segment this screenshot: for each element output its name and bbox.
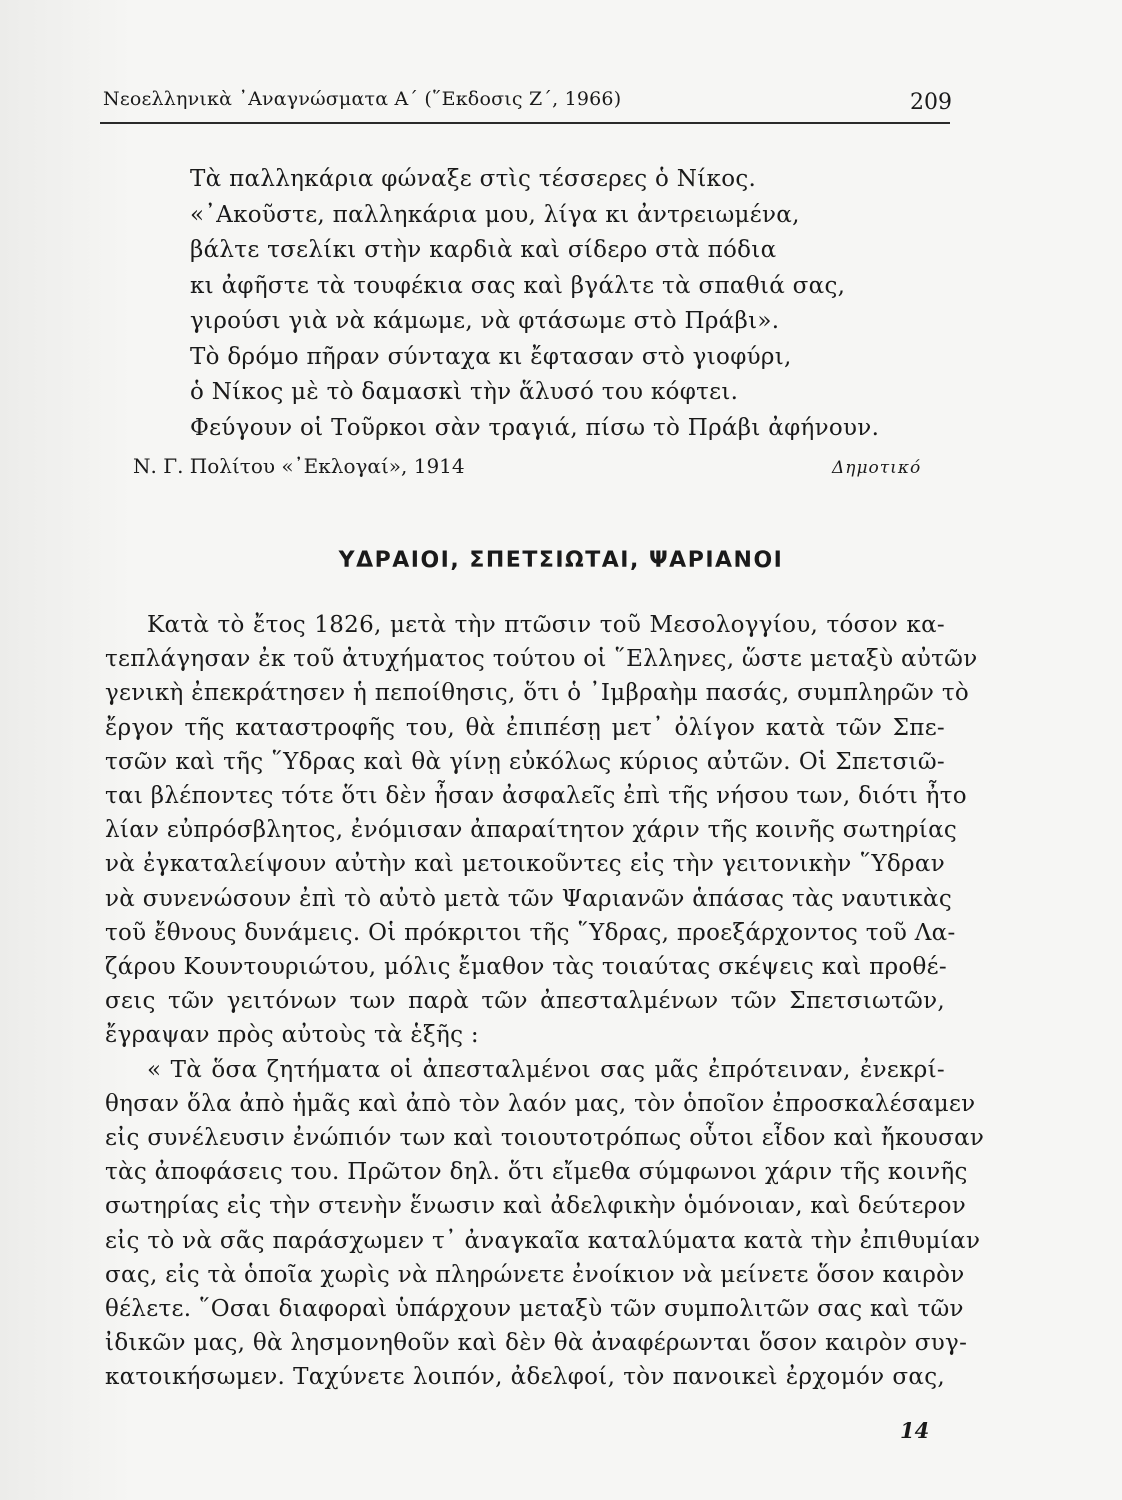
prose-line: ζάρου Κουντουριώτου, μόλις ἔμαθον τὰς τοιαύτας σκέψεις καὶ προθέ- [105,954,947,981]
prose-line: Κατὰ τὸ ἔτος 1826, μετὰ τὴν πτῶσιν τοῦ Μεσολογγίου, τόσον κα- [147,612,945,638]
running-header: Νεοελληνικὰ ᾿Αναγνώσματα Α΄ (῞Εκδοσις Ζ΄, 1966) [103,88,622,110]
prose-line: ἔργον τῆς καταστροφῆς του, θὰ ἐπιπέσῃ μετ᾿ ὀλίγον κατὰ τῶν Σπε- [105,714,945,741]
poem-citation: Ν. Γ. Πολίτου «᾿Εκλογαί», 1914 [133,454,465,478]
poem-block [190,162,950,446]
prose-line: ται βλέποντες τότε ὅτι δὲν ἦσαν ἀσφαλεῖς ἐπὶ τῆς νήσου των, διότι ἦτο [105,783,967,810]
poem-line: βάλτε τσελίκι στὴν καρδιὰ καὶ σίδερο στὰ πόδια [190,237,777,263]
prose-line: νὰ ἐγκαταλείψουν αὐτὴν καὶ μετοικοῦντες εἰς τὴν γειτονικὴν ῞Υδραν [105,851,945,878]
prose-line: τσῶν καὶ τῆς ῞Υδρας καὶ θὰ γίνῃ εὐκόλως κύριος αὐτῶν. Οἱ Σπετσιῶ- [105,748,945,775]
prose-line: γενικὴ ἐπεκράτησεν ἡ πεποίθησις, ὅτι ὁ ᾿Ιμβραὴμ πασάς, συμπληρῶν τὸ [105,680,970,707]
prose-line: « Τὰ ὅσα ζητήματα οἱ ἀπεσταλμένοι σας μᾶς ἐπρότειναν, ἐνεκρί- [147,1056,945,1083]
prose-line: θέλετε. ῞Οσαι διαφοραὶ ὑπάρχουν μεταξὺ τῶν συμπολιτῶν σας καὶ τῶν [105,1296,964,1323]
poem-line: ὁ Νίκος μὲ τὸ δαμασκὶ τὴν ἅλυσό του κόφτει. [190,379,739,405]
prose-line: ἰδικῶν μας, θὰ λησμονηθοῦν καὶ δὲν θὰ ἀναφέρωνται ὅσον καιρὸν συγ- [105,1330,968,1357]
prose-line: σας, εἰς τὰ ὁποῖα χωρὶς νὰ πληρώνετε ἐνοίκιον νὰ μείνετε ὅσον καιρὸν [105,1261,965,1288]
prose-line: κατοικήσωμεν. Ταχύνετε λοιπόν, ἀδελφοί, τὸν πανοικεὶ ἐρχομόν σας, [105,1364,945,1391]
signature-mark: 14 [900,1418,930,1443]
poem-genre: Δημοτικό [832,458,922,478]
prose-line: ἔγραψαν πρὸς αὐτοὺς τὰ ἑξῆς : [105,1022,479,1049]
page-number: 209 [910,90,952,115]
header-rule [100,122,950,124]
poem-line: κι ἀφῆστε τὰ τουφέκια σας καὶ βγάλτε τὰ σπαθιά σας, [190,272,846,299]
prose-line: τοῦ ἔθνους δυνάμεις. Οἱ πρόκριτοι τῆς ῞Υδρας, προεξάρχοντος τοῦ Λα- [105,919,956,946]
poem-line: «᾿Ακοῦστε, παλληκάρια μου, λίγα κι ἀντρειωμένα, [190,201,800,228]
prose-line: σεις τῶν γειτόνων των παρὰ τῶν ἀπεσταλμένων τῶν Σπετσιωτῶν, [105,988,945,1015]
poem-line: Φεύγουν οἱ Τοῦρκοι σὰν τραγιά, πίσω τὸ Πράβι ἀφήνουν. [190,414,880,441]
prose-line: τεπλάγησαν ἐκ τοῦ ἀτυχήματος τούτου οἱ ῞Ελληνες, ὥστε μεταξὺ αὐτῶν [105,646,978,673]
prose-line: νὰ συνενώσουν ἐπὶ τὸ αὐτὸ μετὰ τῶν Ψαριανῶν ἁπάσας τὰς ναυτικὰς [105,885,953,912]
poem-line: γιρούσι γιὰ νὰ κάμωμε, νὰ φτάσωμε στὸ Πράβι». [190,308,780,334]
prose-line: τὰς ἀποφάσεις του. Πρῶτον δηλ. ὅτι εἴμεθα σύμφωνοι χάριν τῆς κοινῆς [105,1159,968,1186]
poem-line: Τὸ δρόμο πῆραν σύνταχα κι ἔφτασαν στὸ γιοφύρι, [190,343,792,370]
prose-line: σωτηρίας εἰς τὴν στενὴν ἕνωσιν καὶ ἀδελφικὴν ὁμόνοιαν, καὶ δεύτερον [105,1193,967,1220]
prose-line: θησαν ὅλα ἀπὸ ἡμᾶς καὶ ἀπὸ τὸν λαόν μας, τὸν ὁποῖον ἐπροσκαλέσαμεν [105,1090,976,1117]
poem-line: Τὰ παλληκάρια φώναξε στὶς τέσσερες ὁ Νίκος. [190,166,757,192]
prose-line: εἰς τὸ νὰ σᾶς παράσχωμεν τ᾿ ἀναγκαῖα καταλύματα κατὰ τὴν ἐπιθυμίαν [105,1227,981,1254]
section-title: ΥΔΡΑΙΟΙ, ΣΠΕΤΣΙΩΤΑΙ, ΨΑΡΙΑΝΟΙ [338,548,784,573]
prose-block [105,608,985,1395]
prose-line: εἰς συνέλευσιν ἐνώπιόν των καὶ τοιουτοτρόπως οὗτοι εἶδον καὶ ἤκουσαν [105,1125,985,1152]
prose-line: λίαν εὐπρόσβλητος, ἐνόμισαν ἀπαραίτητον χάριν τῆς κοινῆς σωτηρίας [105,817,958,844]
